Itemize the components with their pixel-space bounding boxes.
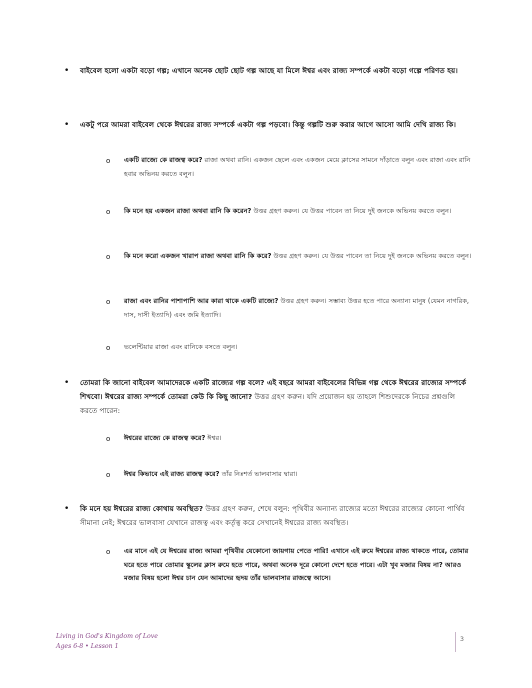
sub-bullet-item [106, 545, 474, 586]
bullet-item [64, 118, 470, 132]
instruction-text: উত্তর গ্রহণ করুন। যদি প্রয়োজন হয় তাহলে শিশুদেরকে নিচের প্রশ্নগুলি করতে পারেন: [80, 392, 456, 415]
sub-bullet-marker: o [106, 471, 111, 479]
bullet-marker: • [64, 504, 70, 514]
sub-bullet-marker: o [106, 157, 111, 165]
instruction-text: উত্তর গ্রহণ করুন। যে উত্তর পাবেন তা নিয়ে দুই জনকে অভিনয় করতে বলুন। [251, 207, 452, 215]
bullet-text: একটু পরে আমরা বাইবেল থেকে ঈশ্বরের রাজ্য সম্পর্কে একটা গল্প পড়বো। কিন্তু গল্পটি শুরু করার আগে আসো আমি দেখি রাজ্য কি। [80, 120, 456, 129]
instruction-text: ঈশ্বর। [205, 434, 222, 442]
footer-lesson-info: Ages 6-8 • Lesson 1 [56, 643, 119, 650]
sub-bullet-marker: o [106, 298, 111, 306]
instruction-text: তাঁর নিঃশর্ত ভালবাসার দ্বারা। [219, 470, 298, 478]
sub-bullet-marker: o [106, 344, 111, 352]
explanation-text: এর মানে এই যে ঈশ্বরের রাজ্য আমরা পৃথিবীর যেকোনো জায়গায় পেতে পারি! এখানে এই রুমে ঈশ্বরের রাজ্য থাকতে পারে, তোমার ঘরে হতে পারে তোমার স্কুলের ক্লাস রুমে হতে পারে, অথবা অনেক দূরে কোনো দেশে হতে পারে। এটা খুব মজার বিষয় না? আরও মজার বিষয় হলো ঈশ্বর চান যেন আমাদের হৃদয় তাঁর ভালবাসার রাজত্বে আসে। [124, 547, 469, 582]
question-text: কি মনে হয় ঈশ্বরের রাজ্য কোথায় অবস্থিত? [80, 504, 204, 513]
bullet-item [64, 376, 470, 418]
sub-bullet-marker: o [106, 435, 111, 443]
instruction-text: ভলেন্টিয়ার রাজা এবং রানিকে বসতে বলুন। [124, 343, 238, 351]
footer-course-title: Living in God's Kingdom of Love [56, 633, 158, 640]
question-text: একটি রাজ্যে কে রাজত্ব করে? [124, 156, 203, 164]
question-text: কি মনে হয় একজন রাজা অথবা রানি কি করেন? [124, 207, 252, 215]
sub-bullet-item [106, 250, 474, 264]
bullet-item [64, 502, 470, 530]
instruction-text: উত্তর গ্রহণ করুন, শেষে বলুন: পৃথিবীর অন্যান্য রাজ্যের মতো ঈশ্বরের রাজ্যের কোনো পার্থিব সীমানা নেই; ঈশ্বরের ভালবাসা যেখানে রাজত্ব এবং কর্তৃত্ব করে সেখানেই ঈশ্বরের রাজ্য অবস্থিত। [80, 504, 465, 527]
question-text: ঈশ্বরের রাজ্যে কে রাজত্ব করে? [124, 434, 206, 442]
sub-bullet-item [106, 154, 474, 181]
sub-bullet-item [106, 432, 474, 446]
sub-bullet-item [106, 468, 474, 482]
sub-bullet-item [106, 205, 474, 219]
bullet-marker: • [64, 120, 70, 130]
sub-bullet-marker: o [106, 253, 111, 261]
bullet-marker: • [64, 378, 70, 388]
question-text: তোমরা কি জানো বাইবেল আমাদেরকে একটি রাজ্যের গল্প বলে? এই বছরে আমরা বাইবেলের বিভিন্ন গল্প থেকে ঈশ্বরের রাজ্যের সম্পর্কে শিখবো। ঈশ্বরের রাজ্য সম্পর্কে তোমরা কেউ কি কিছু জানো? [80, 378, 467, 401]
bullet-item [64, 64, 470, 78]
sub-bullet-marker: o [106, 208, 111, 216]
question-text: রাজা এবং রানির পাশাপাশি আর কারা থাকে একটি রাজ্যে? [124, 297, 279, 305]
instruction-text: উত্তর গ্রহণ করুন। সম্ভাব্য উত্তর হতে পারে অন্যান্য মানুষ (যেমন নাগরিক, দাস, দাসী ইত্যাদি) এবং জমি ইত্যাদি। [124, 297, 470, 319]
question-text: ঈশ্বর কিভাবে এই রাজ্য রাজত্ব করে? [124, 470, 220, 478]
footer-divider [455, 632, 456, 652]
footer-title [56, 632, 158, 652]
bullet-text: বাইবেল হলো একটা বড়ো গল্প; এখানে অনেক ছোট ছোট গল্প আছে যা মিলে ঈশ্বর এবং রাজ্য সম্পর্কে একটা বড়ো গল্পে পরিণত হয়। [80, 66, 458, 75]
page-number: 3 [460, 636, 464, 643]
instruction-text: উত্তর গ্রহণ করুন। যে উত্তর পাবেন তা নিয়ে দুই জনকে অভিনয় করতে বলুন। [271, 252, 472, 260]
sub-bullet-item [106, 341, 474, 355]
question-text: কি মনে করো একজন খারাপ রাজা অথবা রানি কি করে? [124, 252, 272, 260]
instruction-text: রাজা অথবা রানি। একজন ছেলে এবং একজন মেয়ে ক্লাসের সামনে দাঁড়াতে বলুন এবং রাজা এবং রানি হবার অভিনয় করতে বলুন। [124, 156, 471, 178]
bullet-marker: • [64, 66, 70, 76]
sub-bullet-item [106, 295, 474, 322]
sub-bullet-marker: o [106, 548, 111, 556]
